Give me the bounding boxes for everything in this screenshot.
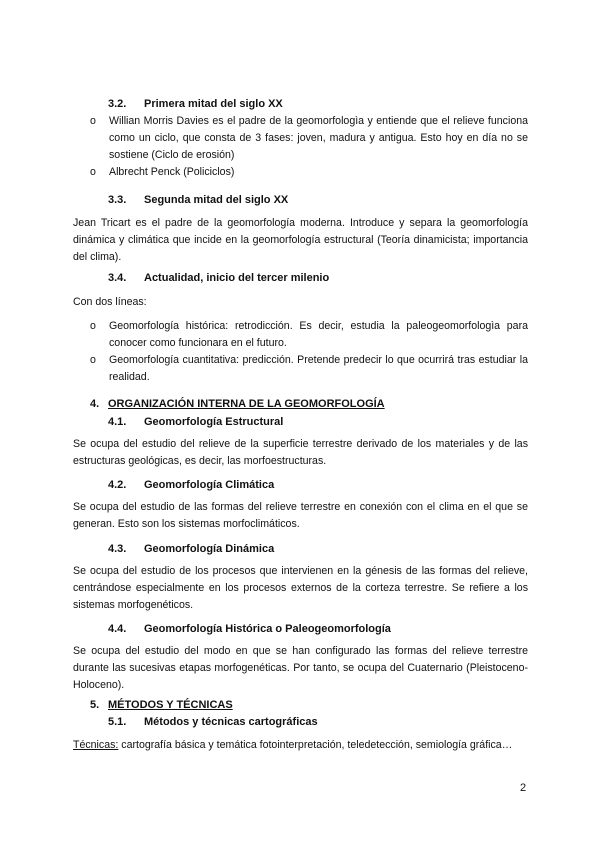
bullet-marker: o: [90, 320, 96, 332]
heading-3-3: [108, 194, 288, 206]
list-3-2: [90, 113, 528, 181]
heading-title: Actualidad, inicio del tercer milenio: [144, 272, 330, 284]
heading-5: [90, 699, 233, 711]
list-item: o Geomorfología histórica: retrodicción. Es decir, estudia la paleogeomorfologìa para conocer como funcionara en el futuro.: [90, 320, 528, 349]
bullet-marker: o: [90, 166, 96, 178]
bullet-marker: o: [90, 115, 96, 127]
heading-title: ORGANIZACIÓN INTERNA DE LA GEOMORFOLOGÍA: [108, 398, 385, 410]
paragraph-4-2: Se ocupa del estudio de las formas del relieve terrestre en conexión con el clima en el que se generan. Esto son los sistemas morfoclimáticos.: [73, 501, 528, 530]
list-item: o Albrecht Penck (Policiclos): [90, 164, 528, 181]
heading-number: 3.4.: [108, 272, 127, 284]
heading-number: 3.2.: [108, 98, 127, 110]
heading-4-4: [108, 623, 391, 635]
page-number: 2: [520, 782, 527, 794]
heading-number: 5.1.: [108, 716, 127, 728]
heading-title: MÉTODOS Y TÉCNICAS: [108, 699, 233, 711]
paragraph-4-4: Se ocupa del estudio del modo en que se han configurado las formas del relieve terrestre durante las sucesivas etapas morfogenéticas. Por tanto, se ocupa del Cuaternario (Pleistoceno-Holoceno).: [73, 645, 528, 691]
heading-title: Geomorfología Dinámica: [144, 543, 275, 555]
paragraph-4-1: Se ocupa del estudio del relieve de la superficie terrestre derivado de los materiales y de las estructuras geológicas, es decir, las morfoestructuras.: [73, 438, 528, 467]
heading-title: Geomorfología Estructural: [144, 416, 284, 428]
paragraph-3-4-intro: Con dos líneas:: [73, 296, 147, 308]
heading-title: Geomorfología Climática: [144, 479, 275, 491]
heading-4-3: [108, 543, 274, 555]
heading-3-4: [108, 272, 329, 284]
heading-number: 4.3.: [108, 543, 127, 555]
heading-4-2: [108, 479, 274, 491]
techniques-label: Técnicas:: [73, 739, 119, 751]
heading-number: 4.1.: [108, 416, 127, 428]
heading-number: 4.2.: [108, 479, 127, 491]
list-item: o Willian Morris Davies es el padre de la geomorfologìa y entiende que el relieve funciona como un ciclo, que consta de 3 fases: joven, madura y antigua. Esto hoy en día no se sostiene (Ciclo de erosión): [90, 115, 528, 161]
heading-4-1: [108, 416, 283, 428]
heading-title: Métodos y técnicas cartográficas: [144, 716, 318, 728]
heading-4: [90, 398, 385, 410]
list-3-4: [90, 318, 528, 386]
heading-number: 5.: [90, 699, 100, 711]
heading-number: 3.3.: [108, 194, 127, 206]
heading-title: Primera mitad del siglo XX: [144, 98, 283, 110]
techniques-text: cartografía básica y temática fotointerpretación, teledetección, semiología gráfica…: [118, 739, 513, 751]
heading-number: 4.: [90, 398, 100, 410]
heading-3-2: [108, 98, 283, 110]
heading-5-1: [108, 716, 318, 728]
paragraph-4-3: Se ocupa del estudio de los procesos que intervienen en la génesis de las formas del relieve, centrándose especialmente en los procesos externos de la corteza terrestre. Se refiere a los sistemas morfogenéticos.: [73, 565, 528, 611]
heading-title: Geomorfología Histórica o Paleogeomorfología: [144, 623, 391, 635]
paragraph-3-3: Jean Tricart es el padre de la geomorfología moderna. Introduce y separa la geomorfología dinámica y climática que incide en la geomorfología estructural (Teoría dinamicista; importancia del clima).: [73, 217, 528, 263]
heading-title: Segunda mitad del siglo XX: [144, 194, 289, 206]
bullet-marker: o: [90, 354, 96, 366]
list-item: o Geomorfología cuantitativa: predicción. Pretende predecir lo que ocurrirá tras estudiar la realidad.: [90, 354, 528, 383]
paragraph-5-1: [73, 737, 528, 754]
heading-number: 4.4.: [108, 623, 127, 635]
